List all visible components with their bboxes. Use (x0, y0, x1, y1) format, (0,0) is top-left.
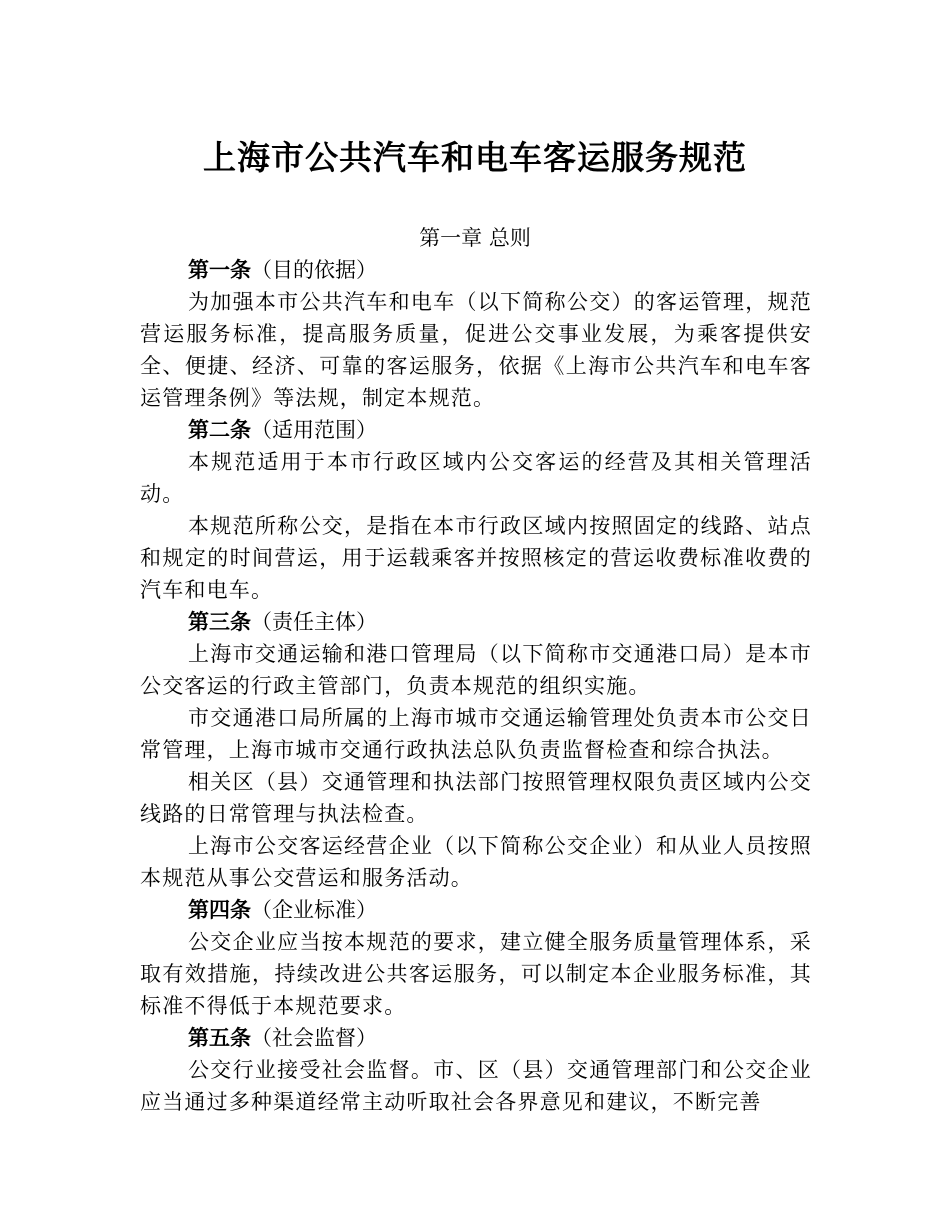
article-heading (140, 254, 812, 286)
article-number: 第三条 (188, 610, 251, 634)
document-body (140, 254, 812, 1118)
article-paragraph: 本规范适用于本市行政区域内公交客运的经营及其相关管理活动。 (140, 450, 812, 506)
article-number: 第二条 (188, 418, 251, 442)
article-paragraph: 为加强本市公共汽车和电车（以下简称公交）的客运管理，规范营运服务标准，提高服务质量，促进公交事业发展，为乘客提供安全、便捷、经济、可靠的客运服务，依据《上海市公共汽车和电车客运管理条例》等法规，制定本规范。 (140, 290, 812, 410)
article-4 (140, 894, 812, 1022)
article-paragraph: 本规范所称公交，是指在本市行政区域内按照固定的线路、站点和规定的时间营运，用于运载乘客并按照核定的营运收费标准收费的汽车和电车。 (140, 514, 812, 602)
chapter-heading: 第一章 总则 (419, 226, 531, 250)
document-title: 上海市公共汽车和电车客运服务规范 (203, 138, 747, 177)
article-heading (140, 1022, 812, 1054)
article-heading (140, 894, 812, 926)
article-paragraph: 公交企业应当按本规范的要求，建立健全服务质量管理体系，采取有效措施，持续改进公共客运服务，可以制定本企业服务标准，其标准不得低于本规范要求。 (140, 930, 812, 1018)
article-2 (140, 414, 812, 606)
article-paragraph: 上海市交通运输和港口管理局（以下简称市交通港口局）是本市公交客运的行政主管部门，负责本规范的组织实施。 (140, 642, 812, 698)
article-5 (140, 1022, 812, 1118)
article-paragraph: 市交通港口局所属的上海市城市交通运输管理处负责本市公交日常管理，上海市城市交通行政执法总队负责监督检查和综合执法。 (140, 706, 812, 762)
article-heading (140, 414, 812, 446)
article-topic: （社会监督） (251, 1026, 377, 1050)
article-paragraph: 公交行业接受社会监督。市、区（县）交通管理部门和公交企业应当通过多种渠道经常主动听取社会各界意见和建议，不断完善 (140, 1058, 812, 1114)
article-topic: （责任主体） (251, 610, 377, 634)
article-3 (140, 606, 812, 894)
article-number: 第五条 (188, 1026, 251, 1050)
article-paragraph: 相关区（县）交通管理和执法部门按照管理权限负责区域内公交线路的日常管理与执法检查。 (140, 770, 812, 826)
article-number: 第四条 (188, 898, 251, 922)
article-topic: （适用范围） (251, 418, 377, 442)
article-1 (140, 254, 812, 414)
article-number: 第一条 (188, 258, 251, 282)
article-paragraph: 上海市公交客运经营企业（以下简称公交企业）和从业人员按照本规范从事公交营运和服务活动。 (140, 834, 812, 890)
article-topic: （目的依据） (251, 258, 377, 282)
article-topic: （企业标准） (251, 898, 377, 922)
article-heading (140, 606, 812, 638)
